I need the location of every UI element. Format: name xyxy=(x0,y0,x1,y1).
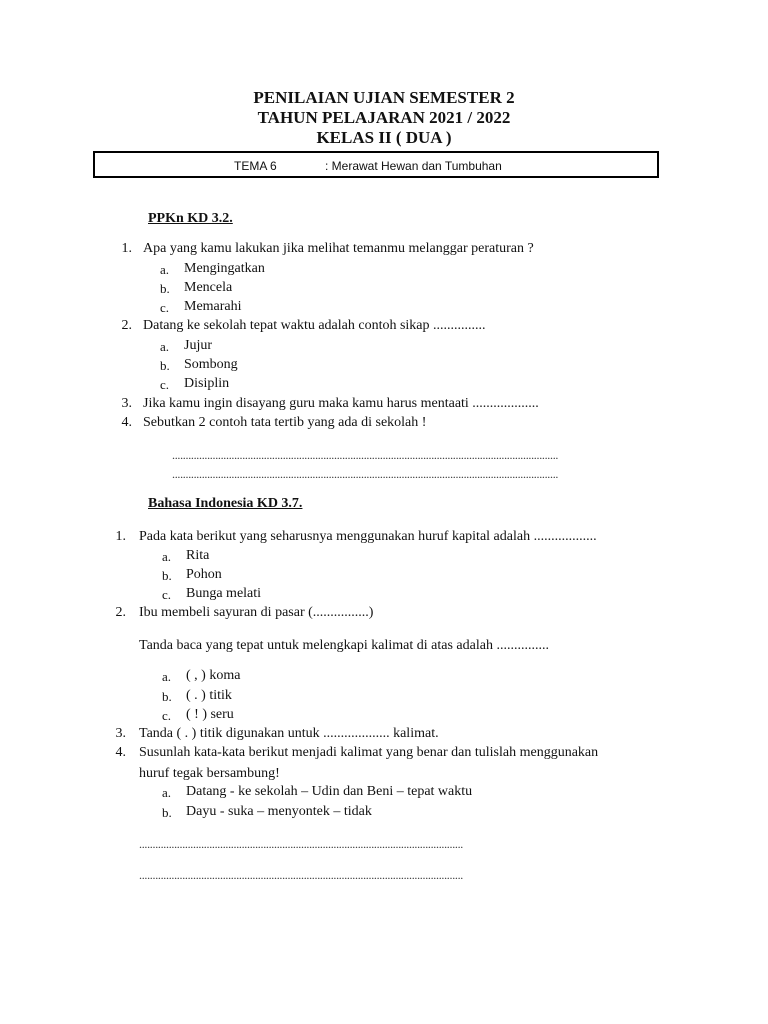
school-year: TAHUN PELAJARAN 2021 / 2022 xyxy=(257,108,511,127)
option-text: Datang - ke sekolah – Udin dan Beni – tepat waktu xyxy=(186,784,473,799)
question-number: 2. xyxy=(121,318,132,333)
option-letter: a. xyxy=(160,339,170,354)
option-text: ( , ) koma xyxy=(186,668,241,683)
option-text: Pohon xyxy=(186,567,222,582)
question-text: Susunlah kata-kata berikut menjadi kalimat yang benar dan tulislah menggunakan xyxy=(139,745,599,760)
option-letter: b. xyxy=(162,568,172,583)
option-text: Rita xyxy=(186,548,210,563)
option-letter: c. xyxy=(162,708,172,723)
tema-value: : Merawat Hewan dan Tumbuhan xyxy=(325,159,502,173)
answer-line: ........................................................................................................................ xyxy=(139,868,464,882)
option-letter: b. xyxy=(162,805,172,820)
question-text: Tanda ( . ) titik digunakan untuk ................... kalimat. xyxy=(139,726,439,741)
question-text: Ibu membeli sayuran di pasar (................) xyxy=(139,605,374,620)
question-number: 3. xyxy=(121,396,132,411)
question-text: Sebutkan 2 contoh tata tertib yang ada di sekolah ! xyxy=(143,415,427,430)
option-letter: b. xyxy=(160,358,170,373)
option-letter: c. xyxy=(160,377,170,392)
question-text: Apa yang kamu lakukan jika melihat temanmu melanggar peraturan ? xyxy=(143,241,534,256)
section-heading-ppkn: PPKn KD 3.2. xyxy=(148,211,233,226)
option-text: Memarahi xyxy=(184,299,242,314)
answer-line: ............................................................................................................................................... xyxy=(172,448,559,462)
question-text-continued: huruf tegak bersambung! xyxy=(139,766,280,781)
section-heading-bahasa: Bahasa Indonesia KD 3.7. xyxy=(148,496,303,511)
question-number: 1. xyxy=(121,241,132,256)
option-text: Bunga melati xyxy=(186,586,262,601)
option-letter: a. xyxy=(162,669,172,684)
class-label: KELAS II ( DUA ) xyxy=(316,128,452,147)
tema-label: TEMA 6 xyxy=(234,159,277,173)
option-letter: b. xyxy=(162,689,172,704)
question-text: Datang ke sekolah tepat waktu adalah contoh sikap ............... xyxy=(143,318,486,333)
option-text: Mencela xyxy=(184,280,233,295)
question-number: 2. xyxy=(115,605,126,620)
answer-line: ........................................................................................................................ xyxy=(139,837,464,851)
exam-title: PENILAIAN UJIAN SEMESTER 2 xyxy=(253,88,515,107)
option-letter: c. xyxy=(162,587,172,602)
option-letter: c. xyxy=(160,300,170,315)
option-text: Disiplin xyxy=(184,376,230,391)
answer-line: ............................................................................................................................................... xyxy=(172,467,559,481)
option-text: Dayu - suka – menyontek – tidak xyxy=(186,804,372,819)
option-text: ( ! ) seru xyxy=(186,707,234,722)
question-text: Pada kata berikut yang seharusnya menggunakan huruf kapital adalah .................. xyxy=(139,529,597,544)
option-text: ( . ) titik xyxy=(186,688,232,703)
option-letter: a. xyxy=(160,262,170,277)
question-number: 3. xyxy=(115,726,126,741)
question-number: 1. xyxy=(115,529,126,544)
option-letter: a. xyxy=(162,785,172,800)
question-number: 4. xyxy=(115,745,126,760)
question-number: 4. xyxy=(121,415,132,430)
option-letter: b. xyxy=(160,281,170,296)
question-subtext: Tanda baca yang tepat untuk melengkapi kalimat di atas adalah ............... xyxy=(139,638,549,653)
option-text: Jujur xyxy=(184,338,212,353)
option-letter: a. xyxy=(162,549,172,564)
option-text: Sombong xyxy=(184,357,238,372)
tema-box xyxy=(93,151,659,178)
question-text: Jika kamu ingin disayang guru maka kamu harus mentaati ................... xyxy=(143,396,539,411)
option-text: Mengingatkan xyxy=(184,261,265,276)
